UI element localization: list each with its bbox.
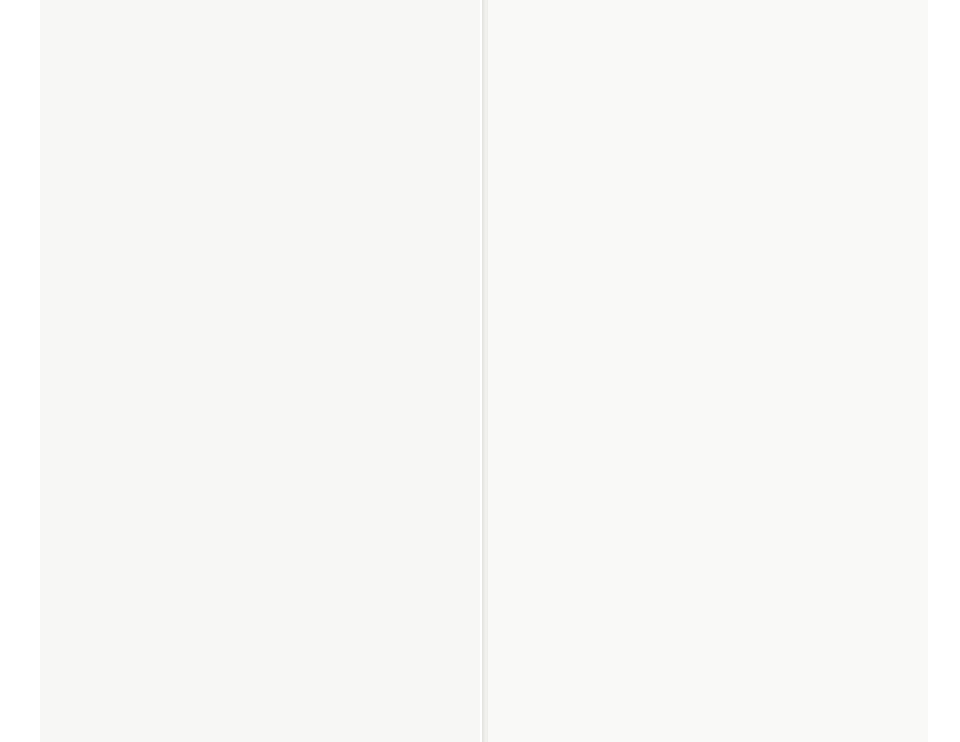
- leader-row: [70, 112, 476, 124]
- right-page: [488, 0, 928, 742]
- service-time-row: [70, 96, 476, 108]
